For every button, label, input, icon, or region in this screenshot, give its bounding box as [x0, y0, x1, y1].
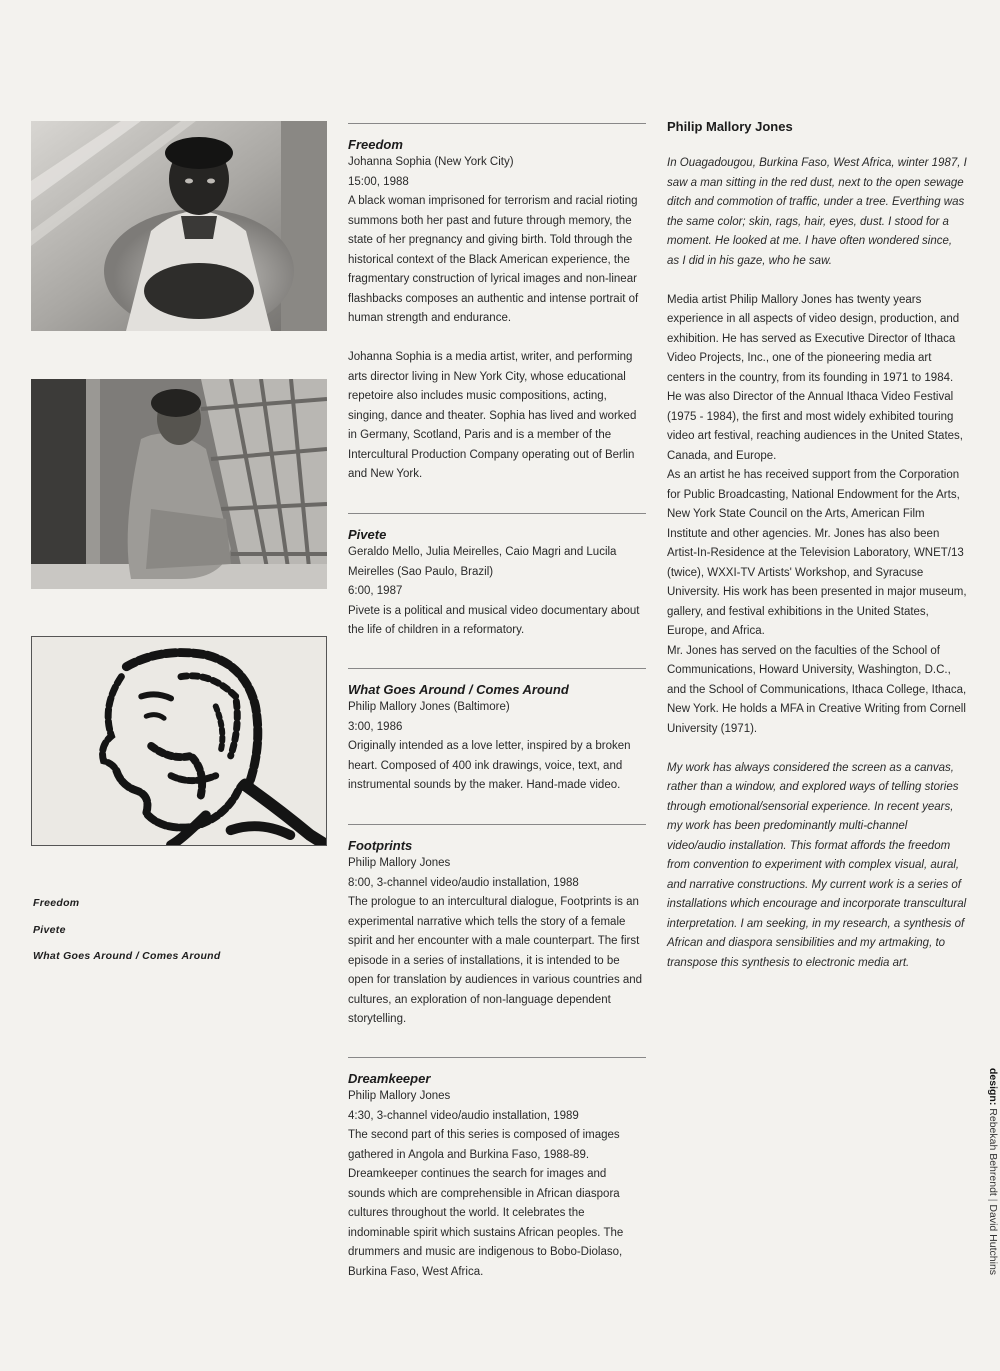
work-title: Pivete: [348, 527, 387, 542]
design-credit-label: design:: [987, 1068, 999, 1106]
work-credit: Philip Mallory Jones: [348, 857, 451, 869]
pivete-still-photo: [31, 379, 327, 589]
work-description: The second part of this series is composed of images gathered in Angola and Burkina Faso, 1988-89. Dreamkeeper continues the search for images and sounds which are comprehensible in African diaspora cultures throughout the world. It celebrates the indominable spirit which sustains African peoples. The drummers and music are indigenous to Bobo-Diolaso, Burkina Faso, West Africa.: [348, 1129, 624, 1278]
artist-bio-paragraph: Media artist Philip Mallory Jones has twenty years experience in all aspects of video design, production, and exhibition. He has served as Executive Director of Ithaca Video Projects, Inc., one of the pioneering media art centers in the country, from its founding in 1971 to 1984. He was also Director of the Annual Ithaca Video Festival (1975 - 1984), the first and most widely exhibited touring video art festival, reaching audiences in the United States, Canada, and Europe.: [667, 293, 963, 462]
artist-bio: Johanna Sophia is a media artist, writer, and performing arts director living in New York City, whose educational repetoire also includes music compositions, acting, singing, dance and theater. Sophia has lived and worked in Germany, Scotland, Paris and is a member of the Intercultural Production Company operating out of Berlin and New York.: [348, 351, 637, 480]
artist-quote: In Ouagadougou, Burkina Faso, West Africa, winter 1987, I saw a man sitting in the red dust, next to the open sewage ditch and commotion of traffic, under a tree. Everthing was the same color; skin, rags, hair, eyes, dust. I stood for a moment. He looked at me. I have often wondered since, as I did in his gaze, who he saw.: [667, 157, 967, 267]
designer-name: David Hutchins: [987, 1204, 999, 1276]
artist-bio-paragraph: As an artist he has received support from the Corporation for Public Broadcasting, National Endowment for the Arts, New York State Council on the Arts, American Film Institute and other agencies. Mr. Jones has also been Artist-In-Residence at the Television Laboratory, WNET/13 (twice), WXXI-TV Artists' Workshop, and Syracuse University. His work has been presented in major museum, gallery, and festival exhibitions in the United States, Europe, and Africa.: [667, 469, 967, 637]
work-entry-pivete: [348, 513, 646, 641]
photo-captions: [33, 897, 221, 977]
work-duration: 6:00, 1987: [348, 585, 403, 597]
work-duration: 8:00, 3-channel video/audio installation, 1988: [348, 876, 579, 889]
work-entry-what-goes-around: [348, 668, 646, 796]
work-duration: 3:00, 1986: [348, 720, 403, 733]
freedom-still-photo: [31, 121, 327, 331]
artist-column: [667, 118, 967, 993]
work-description: A black woman imprisoned for terrorism and racial rioting summons both her past and future through memory, the state of her pregnancy and giving birth. Told through the historical context of the Black American experience, the fragmentary construction of lyrical images and non-linear flashbacks composes an authentic and intense portrait of human strength and endurance.: [348, 195, 639, 324]
work-duration: 4:30, 3-channel video/audio installation, 1989: [348, 1109, 579, 1122]
caption-freedom: Freedom: [33, 897, 80, 909]
artist-statement: My work has always considered the screen as a canvas, rather than a window, and explored ways of telling stories through emotional/sensorial experience. In recent years, my work has been predominantly multi-channel video/audio installation. This format affords the freedom from convention to experiment with complex visual, aural, and narrative constructions. My current work is a series of installations which encourage and incorporate transcultural interpretation. I am seeking, in my research, a synthesis of African and diaspora sensibilities and my artmaking, to transpose this synthesis to electronic media art.: [667, 761, 967, 969]
designer-name: Rebekah Behrendt: [987, 1108, 999, 1196]
caption-what-goes-around: What Goes Around / Comes Around: [33, 950, 221, 962]
work-duration: 15:00, 1988: [348, 175, 409, 188]
artist-name: Philip Mallory Jones: [667, 119, 793, 134]
what-goes-around-drawing: [31, 636, 327, 846]
work-entry-freedom: [348, 123, 646, 485]
design-credit: [979, 1068, 999, 1275]
work-title: Freedom: [348, 137, 403, 152]
artist-bio-paragraph: Mr. Jones has served on the faculties of the School of Communications, Howard University, Washington, D.C., and the School of Communications, Ithaca College, Ithaca, New York. He holds a MFA in Creative Writing from Cornell University (1971).: [667, 644, 967, 735]
work-description: Pivete is a political and musical video documentary about the life of children in a reformatory.: [348, 604, 640, 636]
work-credit: Philip Mallory Jones: [348, 1090, 451, 1102]
work-entry-footprints: [348, 824, 646, 1030]
work-title: Dreamkeeper: [348, 1071, 431, 1086]
work-description: Originally intended as a love letter, inspired by a broken heart. Composed of 400 ink drawings, voice, text, and instrumental sounds by the maker. Hand-made video.: [348, 740, 631, 791]
work-title: Footprints: [348, 838, 413, 853]
work-credit: Geraldo Mello, Julia Meirelles, Caio Magri and Lucila Meirelles (Sao Paulo, Brazil): [348, 546, 617, 578]
work-title: What Goes Around / Comes Around: [348, 682, 569, 697]
credit-divider: |: [987, 1198, 999, 1202]
work-credit: Philip Mallory Jones (Baltimore): [348, 701, 510, 713]
work-entry-dreamkeeper: [348, 1057, 646, 1282]
work-credit: Johanna Sophia (New York City): [348, 156, 514, 168]
work-description: The prologue to an intercultural dialogue, Footprints is an experimental narrative which tells the story of a female spirit and her encounter with a male counterpart. The first episode in a series of installations, it is intended to be open for translation by audiences in various countries and cultures, an exploration of non-language dependent storytelling.: [348, 896, 643, 1025]
caption-pivete: Pivete: [33, 923, 66, 936]
